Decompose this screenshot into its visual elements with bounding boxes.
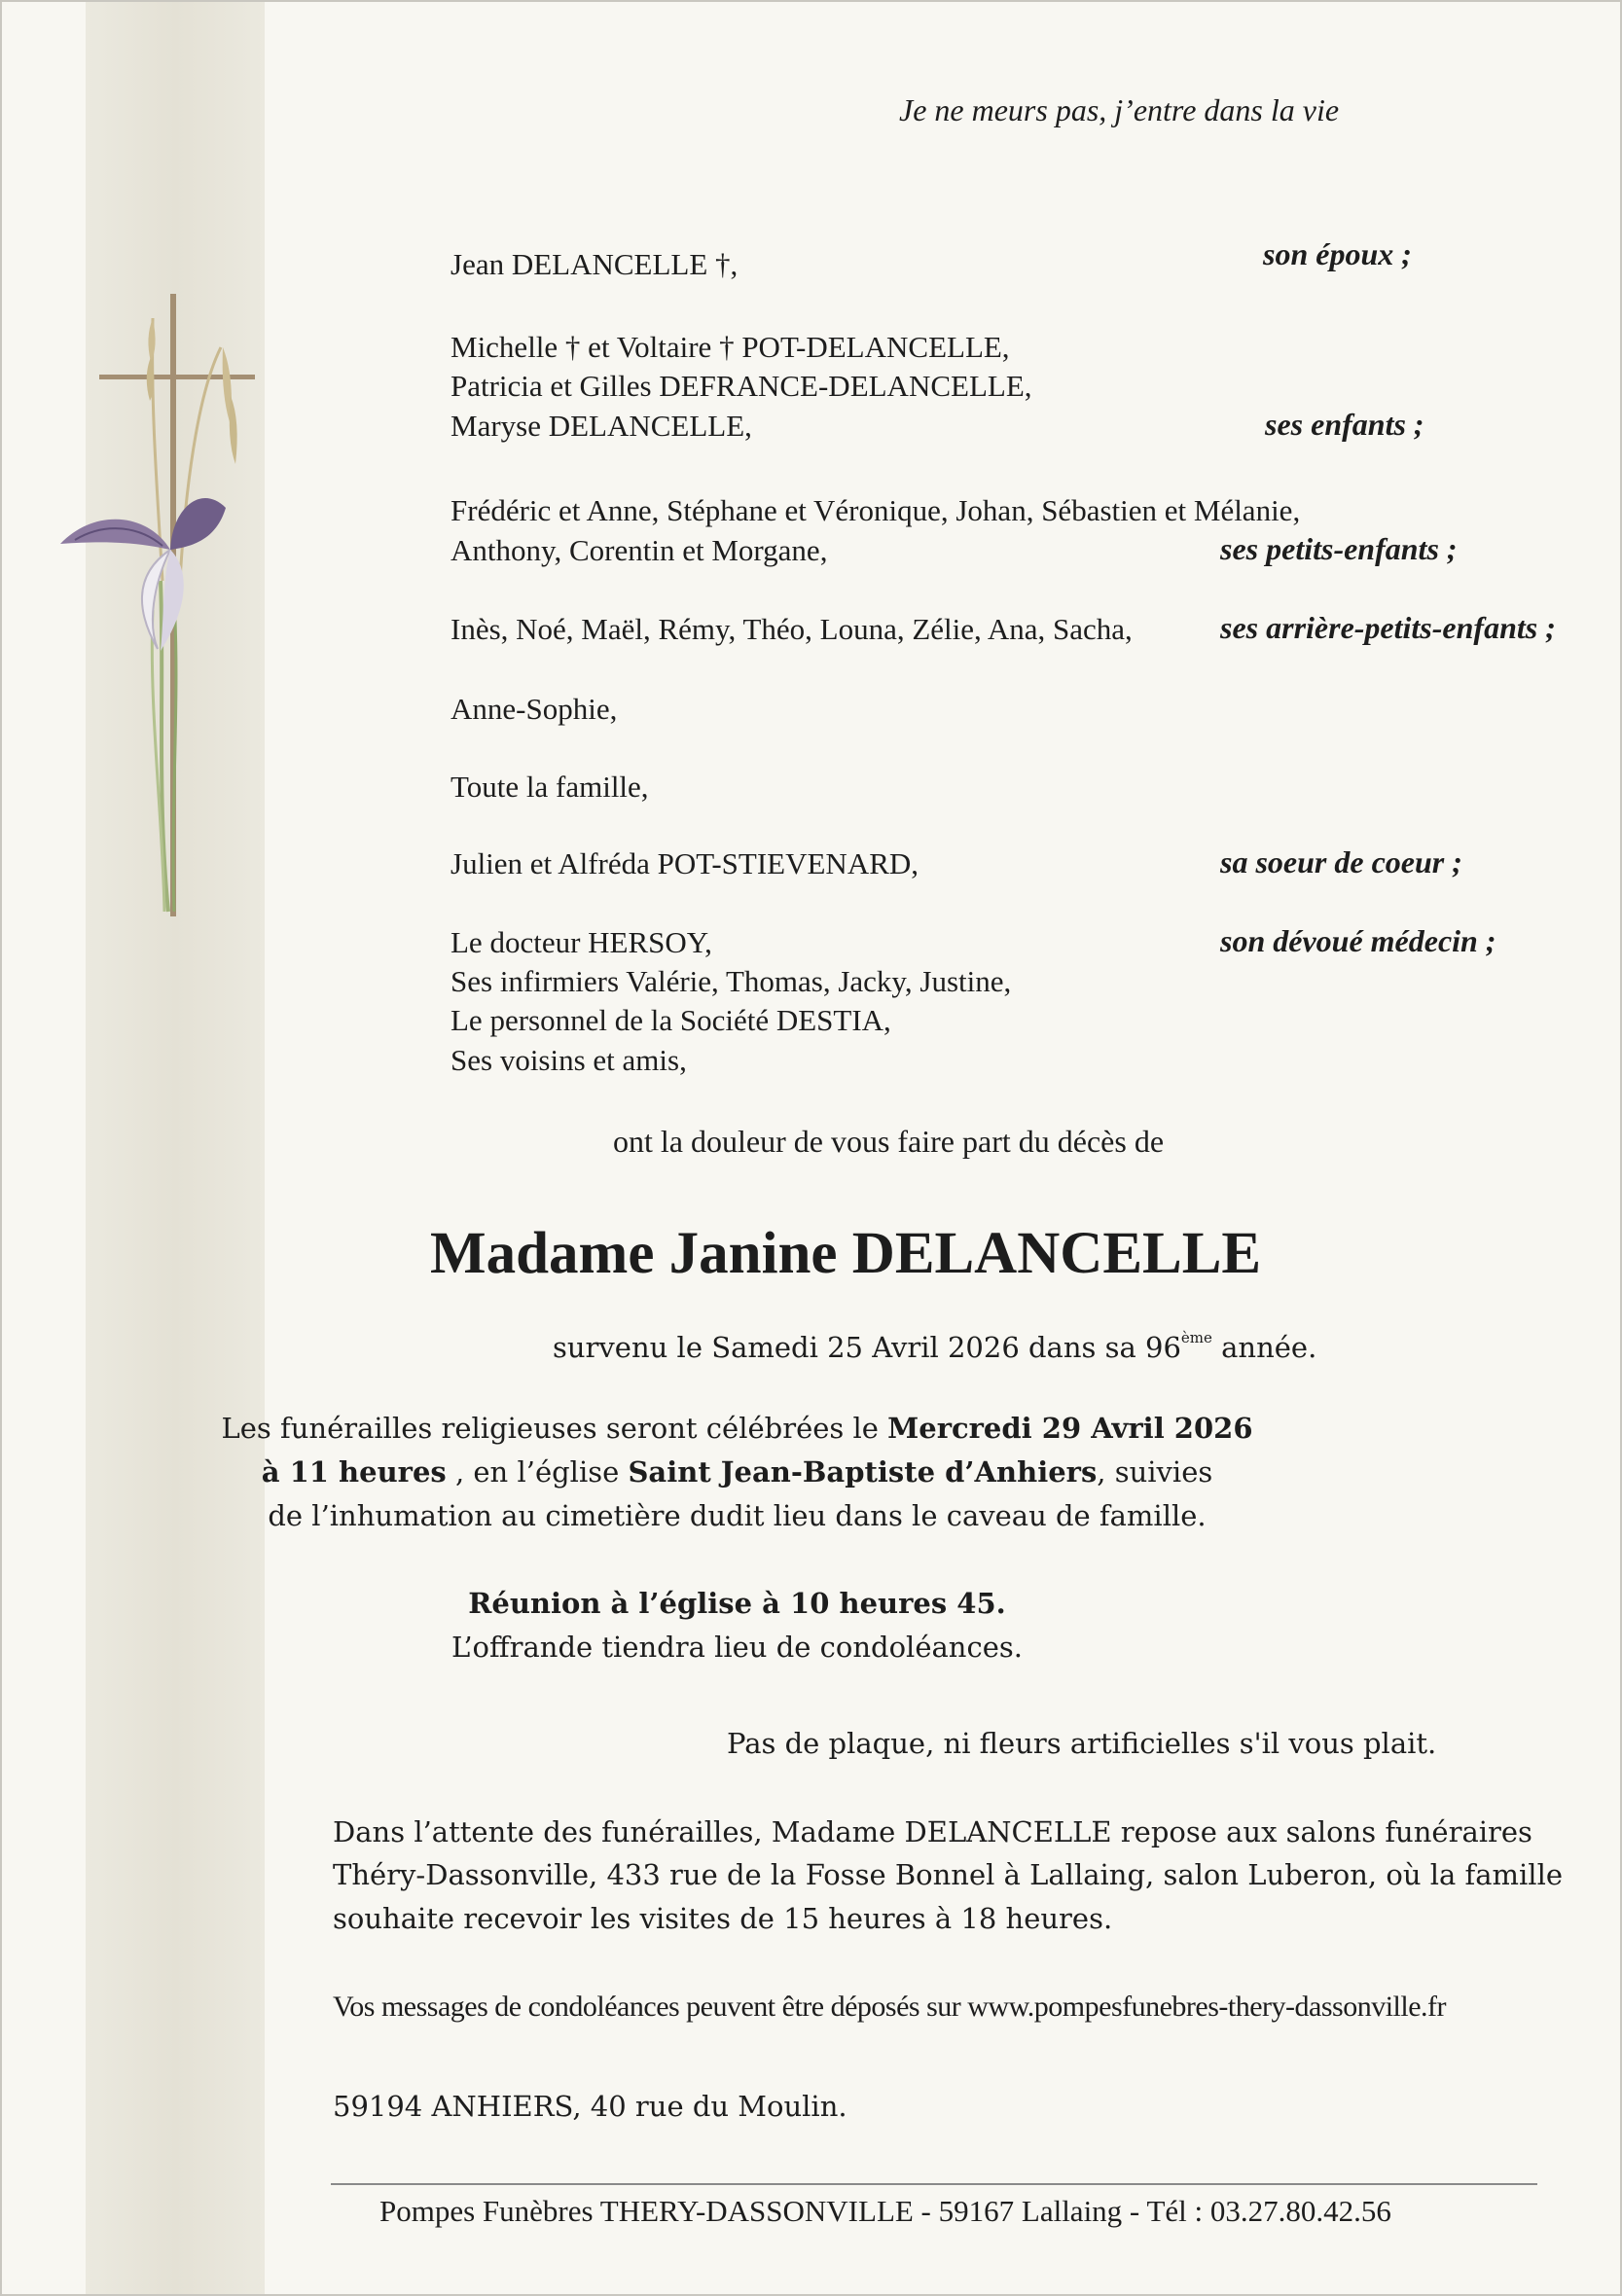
grandchildren-line-1: Frédéric et Anne, Stéphane et Véronique, Johan, Sébastien et Mélanie, [451,493,1301,527]
doctor-line-2: Ses infirmiers Valérie, Thomas, Jacky, Justine, [451,964,1012,998]
husband-name: Jean DELANCELLE †, [451,247,739,281]
children-line-1: Michelle † et Voltaire † POT-DELANCELLE, [451,330,1010,364]
other-family-2: Toute la famille, [451,770,649,804]
funeral-text-2: , en l’église [446,1455,629,1489]
funeral-church: Saint Jean-Baptiste d’Anhiers [628,1455,1098,1489]
great-grandchildren-role: ses arrière-petits-enfants ; [1220,610,1556,645]
doctor-line-4: Ses voisins et amis, [451,1043,687,1077]
meeting-notice: Réunion à l’église à 10 heures 45. [468,1587,1006,1620]
cross-lily-icon [55,289,289,960]
death-suffix: année. [1211,1331,1317,1364]
grandchildren-role: ses petits-enfants ; [1220,531,1458,566]
footer-divider [331,2183,1537,2185]
death-text: survenu le Samedi 25 Avril 2026 dans sa 96 [553,1331,1181,1364]
death-ordinal: ème [1180,1329,1212,1346]
messages-notice: Vos messages de condoléances peuvent être déposés sur www.pompesfunebres-thery-dassonville.fr [333,1991,1446,2023]
funeral-line-1 [0,1412,1548,1445]
doctor-line-1: Le docteur HERSOY, [451,925,712,959]
no-flowers-notice: Pas de plaque, ni fleurs artificielles s'il vous plait. [727,1727,1437,1760]
other-family-1: Anne-Sophie, [451,692,618,726]
doctor-role: son dévoué médecin ; [1220,923,1496,958]
sister-name: Julien et Alfréda POT-STIEVENARD, [451,846,919,880]
grandchildren-line-2: Anthony, Corentin et Morgane, [451,533,828,567]
funeral-text-3: , suivies [1097,1455,1213,1489]
funeral-date: Mercredi 29 Avril 2026 [887,1412,1253,1445]
viewing-line-1: Dans l’attente des funérailles, Madame DELANCELLE repose aux salons funéraires [333,1815,1532,1848]
viewing-line-3: souhaite recevoir les visites de 15 heures à 18 heures. [333,1902,1113,1935]
death-notice [553,1331,1316,1364]
children-role: ses enfants ; [1265,407,1424,442]
deceased-name: Madame Janine DELANCELLE [430,1221,1262,1286]
doctor-line-3: Le personnel de la Société DESTIA, [451,1003,891,1037]
funeral-line-2 [0,1455,1548,1489]
sister-role: sa soeur de coeur ; [1220,844,1462,879]
announcement: ont la douleur de vous faire part du décès de [613,1124,1165,1159]
offering-notice: L’offrande tiendra lieu de condoléances. [451,1631,1023,1664]
epigraph: Je ne meurs pas, j’entre dans la vie [899,92,1340,127]
children-line-2: Patricia et Gilles DEFRANCE-DELANCELLE, [451,369,1032,403]
home-address: 59194 ANHIERS, 40 rue du Moulin. [333,2090,847,2123]
footer-contact: Pompes Funèbres THERY-DASSONVILLE - 59167 Lallaing - Tél : 03.27.80.42.56 [379,2194,1391,2228]
funeral-text-1: Les funérailles religieuses seront célébrées le [221,1412,888,1445]
husband-role: son époux ; [1263,236,1412,271]
viewing-line-2: Théry-Dassonville, 433 rue de la Fosse Bonnel à Lallaing, salon Luberon, où la famille [333,1858,1564,1891]
children-line-3: Maryse DELANCELLE, [451,409,752,443]
great-grandchildren-names: Inès, Noé, Maël, Rémy, Théo, Louna, Zélie, Ana, Sacha, [451,612,1133,646]
funeral-time: à 11 heures [261,1455,447,1489]
funeral-line-3: de l’inhumation au cimetière dudit lieu dans le caveau de famille. [268,1499,1207,1532]
